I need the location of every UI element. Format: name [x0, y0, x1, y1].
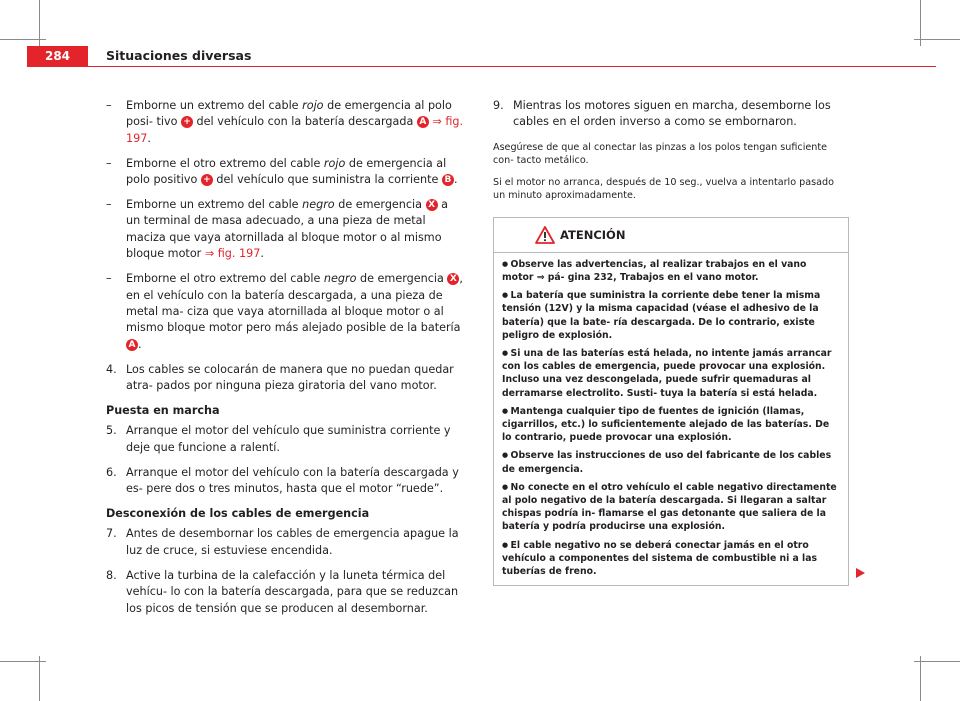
step-text: Los cables se colocarán de manera que no puedan quedar atra- pados por ninguna pieza giratoria del vano motor. — [126, 362, 454, 393]
callout-badge: A — [417, 116, 429, 128]
emphasis-text: negro — [302, 198, 335, 212]
text-fragment: de emergencia al polo positivo — [126, 156, 447, 187]
warning-text: El cable negativo no se deberá conectar jamás en el otro vehículo a componentes del sistema de combustible ni a las tuberías de freno. — [502, 539, 818, 578]
step-item — [106, 423, 464, 456]
warning-text: Observe las instrucciones de uso del fabricante de los cables de emergencia. — [502, 450, 832, 475]
crop-mark — [920, 656, 921, 701]
text-fragment: de emergencia — [334, 198, 426, 212]
warning-text: Si una de las baterías está helada, no intente jamás arrancar con los cables de emergencia, puede provocar una explosión. Incluso una vez descongelada, puede sufrir quemaduras al derramarse electrolito. Susti- tuya la batería si está helada. — [502, 348, 832, 399]
dash-text — [126, 198, 448, 260]
dash-marker: – — [106, 198, 112, 212]
step-list — [106, 423, 464, 497]
bullet-icon: ● — [502, 259, 511, 268]
warning-item — [502, 449, 840, 475]
warning-item — [502, 481, 840, 534]
note-paragraph: Asegúrese de que al conectar las pinzas a los polos tengan suficiente con- tacto metálico. — [493, 141, 828, 167]
header-rule — [27, 66, 936, 67]
warning-item — [502, 258, 840, 284]
dash-marker: – — [106, 272, 112, 286]
bullet-icon: ● — [502, 406, 511, 415]
text-fragment: de emergencia al polo posi- tivo — [126, 99, 452, 129]
step-number: 9. — [493, 99, 504, 112]
warning-item — [502, 347, 840, 400]
dash-item — [106, 271, 464, 353]
step-number: 5. — [106, 424, 117, 438]
dash-marker: – — [106, 156, 112, 170]
step-number: 6. — [106, 465, 117, 479]
dash-item — [106, 156, 464, 189]
right-column — [493, 98, 849, 586]
emphasis-text: rojo — [302, 99, 324, 112]
figure-reference-link[interactable]: ⇒ fig. 197 — [204, 247, 261, 261]
text-fragment: . — [453, 173, 458, 187]
text-fragment: Emborne el otro extremo del cable — [126, 272, 324, 286]
step-list — [106, 526, 464, 617]
bullet-icon: ● — [502, 540, 511, 549]
step-text: Arranque el motor del vehículo con la batería descargada y es- pere dos o tres minutos, hasta que el motor “ruede”. — [126, 465, 459, 496]
text-fragment: . — [147, 131, 151, 145]
dash-marker: – — [106, 99, 112, 112]
callout-badge: + — [201, 174, 213, 186]
text-fragment: . — [138, 337, 142, 351]
dash-text — [126, 99, 463, 145]
warning-text: La batería que suministra la corriente debe tener la misma tensión (12V) y la misma capacidad (véase el adhesivo de la batería) que la bate- ría descargada. De lo contrario, existe peligro de explosión. — [502, 290, 821, 341]
text-fragment: a un terminal de masa adecuado, a una pieza de metal maciza que vaya atornillada al bloque motor o al mismo bloque motor — [126, 198, 448, 261]
text-fragment: , en el vehículo con la batería descargada, a una pieza de metal ma- ciza que vaya atornillada al bloque motor o al mismo bloque motor pero más alejado posible de la batería — [126, 272, 463, 335]
step-item — [493, 98, 849, 131]
page-number: 284 — [27, 46, 88, 66]
warning-list — [494, 253, 848, 585]
warning-text: Mantenga cualquier tipo de fuentes de ignición (llamas, cigarrillos, etc.) lo suficientemente alejado de las baterías. De lo contrario, puede provocar una explosión. — [502, 405, 830, 444]
dash-text — [126, 272, 463, 351]
warning-header — [494, 218, 848, 253]
text-fragment: de emergencia — [356, 272, 448, 286]
figure-reference-link[interactable]: ⇒ fig. 197 — [126, 115, 464, 145]
note-paragraph: Si el motor no arranca, después de 10 seg., vuelva a intentarlo pasado un minuto aproximadamente. — [493, 176, 834, 202]
step-item — [106, 465, 464, 498]
warning-item — [502, 405, 840, 445]
step-item — [106, 362, 464, 395]
crop-mark — [39, 0, 40, 46]
crop-mark — [920, 0, 921, 46]
text-fragment: del vehículo con la batería descargada — [193, 115, 417, 129]
callout-badge: X — [426, 199, 438, 211]
left-column — [106, 98, 464, 625]
section-heading: Puesta en marcha — [106, 404, 220, 417]
callout-badge: X — [447, 273, 459, 285]
step-number: 8. — [106, 568, 117, 582]
step-text: Mientras los motores siguen en marcha, desemborne los cables en el orden inverso a como se embornaron. — [513, 99, 831, 129]
section-heading: Desconexión de los cables de emergencia — [106, 507, 370, 521]
continue-arrow-icon — [856, 568, 865, 578]
step-text: Arranque el motor del vehículo que suministra corriente y deje que funcione a ralentí. — [126, 424, 451, 454]
emphasis-text: negro — [323, 272, 357, 286]
warning-text: Observe las advertencias, al realizar trabajos en el vano motor ⇒ pá- gina 232, Trabajos en el vano motor. — [502, 258, 807, 284]
dash-item — [106, 98, 464, 147]
bullet-icon: ● — [502, 349, 511, 358]
text-fragment: del vehículo que suministra la corriente — [212, 173, 442, 187]
emphasis-text: rojo — [323, 156, 346, 170]
crop-mark — [39, 656, 40, 701]
text-fragment: Emborne un extremo del cable — [126, 198, 303, 212]
warning-box — [493, 217, 849, 586]
warning-triangle-icon — [535, 226, 555, 244]
callout-badge: A — [126, 339, 138, 351]
text-fragment: . — [260, 247, 264, 261]
step-item — [106, 568, 464, 617]
warning-item — [502, 539, 840, 579]
warning-item — [502, 289, 840, 342]
bullet-icon: ● — [502, 451, 511, 460]
dash-list — [106, 98, 464, 353]
text-fragment: Emborne el otro extremo del cable — [126, 156, 324, 170]
step-text: Antes de desembornar los cables de emergencia apague la luz de cruce, si estuviese encendida. — [126, 527, 459, 557]
callout-badge: B — [442, 174, 454, 186]
step-number: 7. — [106, 527, 117, 541]
warning-title: ATENCIÓN — [560, 227, 626, 242]
warning-text: No conecte en el otro vehículo el cable negativo directamente al polo negativo de la batería descargada. Si llegaran a saltar chispas podría in- flamarse el gas detonante que saliera de la batería y podría producirse una explosión. — [502, 481, 837, 533]
dash-text — [126, 157, 458, 186]
step-text: Active la turbina de la calefacción y la luneta térmica del vehícu- lo con la batería descargada, para que se reduzcan los picos de tensión que se producen al desembornar. — [126, 568, 459, 615]
step-item — [106, 526, 464, 559]
bullet-icon: ● — [502, 291, 511, 300]
dash-item — [106, 197, 464, 263]
bullet-icon: ● — [502, 482, 511, 491]
callout-badge: + — [181, 116, 193, 128]
text-fragment: Emborne un extremo del cable — [126, 99, 303, 112]
step-number: 4. — [106, 362, 117, 376]
page-title: Situaciones diversas — [106, 48, 252, 63]
